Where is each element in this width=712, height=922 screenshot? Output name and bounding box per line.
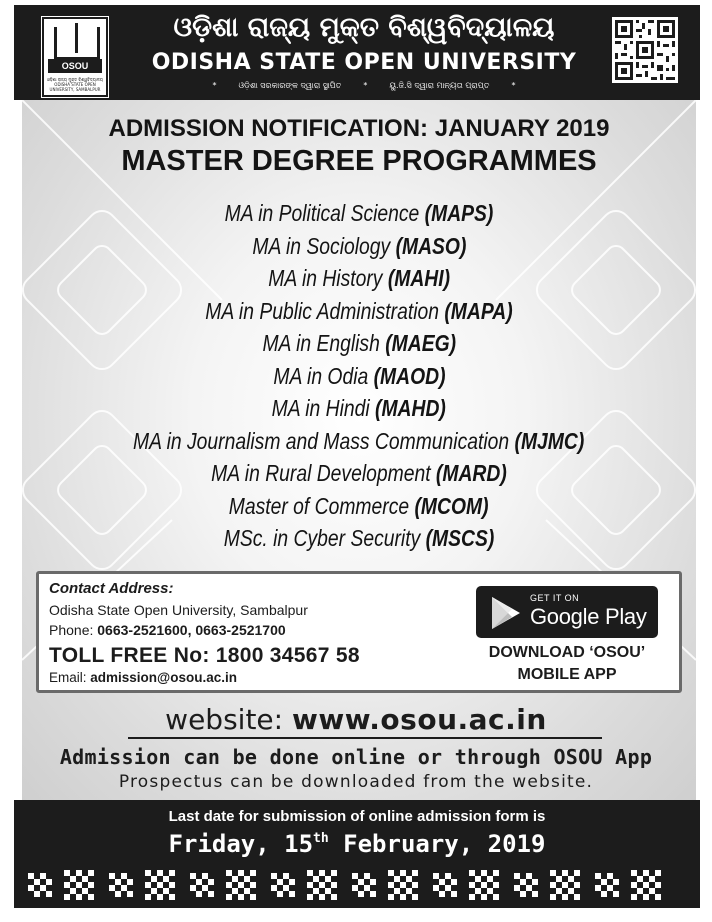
checker-square [190,885,196,891]
checker-square [595,885,601,891]
checker-square [487,888,493,894]
email-link[interactable]: admission@osou.ac.in [90,670,237,685]
checker-square [313,888,319,894]
checker-square [643,882,649,888]
website-line [0,703,712,737]
checker-square [469,882,475,888]
checker-square [82,888,88,894]
checker-square [151,888,157,894]
checker-square [643,870,649,876]
checker-square [115,879,121,885]
checker-square [475,888,481,894]
tagline-bullet: * [212,81,217,90]
checker-square [574,882,580,888]
university-header [14,5,700,100]
checker-square [202,873,208,879]
checker-square [655,894,661,900]
checker-square [70,888,76,894]
checker-square [127,891,133,897]
programme-item [22,363,696,396]
checker-square [238,870,244,876]
checker-square [655,882,661,888]
programme-name: MSc. in Cyber Security [223,525,426,551]
checker-square [319,882,325,888]
checker-square [331,882,337,888]
programme-code: (MARD) [435,460,507,486]
checker-square [289,879,295,885]
checker-square [163,888,169,894]
checker-square [601,879,607,885]
checker-square [550,870,556,876]
checker-square [157,882,163,888]
qr-code-icon[interactable] [612,17,678,83]
programme-name: MA in Journalism and Mass Communication [133,427,515,454]
checker-square [115,891,121,897]
checker-square [487,876,493,882]
checker-square [481,894,487,900]
programme-code: (MSCS) [425,525,495,551]
programme-code: (MAOD) [373,362,446,389]
checker-square [226,894,232,900]
checker-square [232,876,238,882]
programme-name: Master of Commerce [229,492,415,519]
mobile-app-text: MOBILE APP [517,666,617,683]
programme-item [22,265,696,298]
checker-square [412,894,418,900]
checker-square [493,882,499,888]
tagline-bullet: * [363,81,368,90]
checker-square [562,882,568,888]
checker-square [451,879,457,885]
checker-square [481,882,487,888]
checker-square [481,870,487,876]
checker-square [109,885,115,891]
checker-square [250,870,256,876]
checker-square [238,882,244,888]
programme-name: MA in Hindi [271,395,376,421]
checker-square [40,885,46,891]
phone-numbers[interactable]: 0663-2521600, 0663-2521700 [97,622,286,638]
checker-square [520,879,526,885]
checker-square [631,870,637,876]
programme-item [22,233,696,266]
checker-square [412,870,418,876]
toll-free-number[interactable]: TOLL FREE No: 1800 34567 58 [49,644,360,667]
checker-square [649,876,655,882]
checker-square [526,885,532,891]
google-play-label: Google Play [530,604,647,629]
checker-square [169,870,175,876]
checker-square [607,873,613,879]
checker-square [475,876,481,882]
programme-name: MA in Sociology [251,232,396,259]
programme-code: (MAHD) [375,395,447,421]
website-underline [128,737,602,739]
contact-heading: Contact Address: [49,580,174,597]
checker-square [469,870,475,876]
checker-square [145,882,151,888]
checker-square [562,894,568,900]
checker-square [226,882,232,888]
checker-square [445,873,451,879]
checker-square [613,891,619,897]
date-day: Friday, 15 [168,830,314,858]
contact-box [36,571,682,693]
university-name-english: ODISHA STATE OPEN UNIVERSITY [151,50,577,75]
checker-square [352,873,358,879]
programme-code: (MASO) [395,232,467,259]
checker-square [595,873,601,879]
programme-name: MA in Political Science [224,200,425,226]
checker-square [550,894,556,900]
website-link[interactable]: www.osou.ac.in [291,703,547,736]
date-suffix: th [313,831,329,846]
checker-square [412,882,418,888]
programme-item [22,493,696,526]
checker-square [637,888,643,894]
checker-square [637,876,643,882]
email-label: Email: [49,670,91,685]
checker-square [643,894,649,900]
checker-square [145,894,151,900]
checker-square [277,891,283,897]
contact-address: Odisha State Open University, Sambalpur [49,602,308,618]
checker-square [34,879,40,885]
checker-square [562,870,568,876]
checker-square [406,876,412,882]
checker-square [163,876,169,882]
checker-square [157,894,163,900]
checker-square [469,894,475,900]
checker-square [46,891,52,897]
checker-square [493,894,499,900]
checker-square [451,891,457,897]
checker-square [307,870,313,876]
checker-square [649,888,655,894]
checker-square [28,885,34,891]
checker-square [532,891,538,897]
checker-square [307,894,313,900]
play-store-icon [488,595,524,631]
logo-caption: ଓଡ଼ିଶା ରାଜ୍ୟ ମୁକ୍ତ ବିଶ୍ୱବିଦ୍ୟାଳୟ ODISHA STATE OPEN UNIVERSITY, SAMBALPUR [46,77,104,92]
checker-square [70,876,76,882]
programme-item [22,298,696,331]
checker-square [400,882,406,888]
last-date-value [14,830,700,858]
contact-phone [49,622,286,638]
checker-square [550,882,556,888]
checker-square [145,870,151,876]
checker-square [151,876,157,882]
programme-code: (MAHI) [387,265,450,291]
checker-square [532,879,538,885]
checker-square [325,888,331,894]
checker-square [370,879,376,885]
programme-code: (MAEG) [384,330,456,356]
checker-square [400,870,406,876]
checker-square [406,888,412,894]
last-date-label: Last date for submission of online admission form is [168,808,546,825]
checker-square [190,873,196,879]
checker-square [88,894,94,900]
website-label: website: [165,703,292,736]
tagline-ugc: ୟୁ.ଜି.ସି ଦ୍ୱାରା ମାନ୍ୟତା ପ୍ରାପ୍ତ [389,81,490,90]
checker-square [388,870,394,876]
checker-square [433,873,439,879]
checker-square [82,876,88,882]
checker-square [331,870,337,876]
checker-square [121,885,127,891]
programme-code: (MAPS) [424,200,494,226]
checker-square [445,885,451,891]
checker-square [64,894,70,900]
checker-square [394,888,400,894]
prospectus-note: Prospectus can be downloaded from the website. [118,772,594,792]
programme-item [22,428,696,461]
checker-square [250,894,256,900]
checker-square [244,888,250,894]
checker-square [40,873,46,879]
checker-square [64,870,70,876]
checker-square [574,870,580,876]
programme-name: MA in Rural Development [211,460,436,486]
checker-square [439,891,445,897]
checker-square [574,894,580,900]
checker-square [556,876,562,882]
checker-square [364,885,370,891]
checker-square [493,870,499,876]
checker-square [88,882,94,888]
checker-square [631,894,637,900]
checker-square [226,870,232,876]
logo-label: OSOU [48,59,102,73]
contact-email [49,670,237,685]
checker-square [271,885,277,891]
download-app-text: DOWNLOAD ‘OSOU’ [488,644,646,661]
checker-square [271,873,277,879]
checker-square [289,891,295,897]
checker-square [370,891,376,897]
book-emblem-icon [54,27,100,60]
checker-square [169,882,175,888]
checker-square [331,894,337,900]
checker-square [655,870,661,876]
checker-square [232,888,238,894]
programme-code: (MJMC) [514,427,585,454]
checker-square [325,876,331,882]
checker-square [169,894,175,900]
checker-square [283,885,289,891]
checker-square [400,894,406,900]
programme-item [22,460,696,493]
google-play-badge-button[interactable] [476,586,658,638]
checker-square [283,873,289,879]
checker-square [127,879,133,885]
checker-square [250,882,256,888]
tagline-bullet: * [511,81,516,90]
checker-square [76,894,82,900]
checker-square [109,873,115,879]
programme-code: (MCOM) [414,492,489,519]
checker-square [319,870,325,876]
checker-square [364,873,370,879]
checker-square [202,885,208,891]
notice-banner [22,100,696,800]
checker-square [76,870,82,876]
checker-square [520,891,526,897]
checker-square [208,879,214,885]
checker-square [319,894,325,900]
checker-square [307,882,313,888]
checker-square [601,891,607,897]
checker-square [46,879,52,885]
programme-name: MA in Odia [272,362,374,389]
checker-square [607,885,613,891]
university-name-odia: ଓଡ଼ିଶା ରାଜ୍ୟ ମୁକ୍ତ ବିଶ୍ୱବିଦ୍ୟାଳୟ [173,12,555,43]
checker-square [76,882,82,888]
checker-square [28,873,34,879]
programme-item [22,525,696,558]
university-logo [42,17,108,97]
checker-square [88,870,94,876]
checker-square [388,894,394,900]
checker-square [64,882,70,888]
checker-square [121,873,127,879]
programme-list [22,200,696,558]
checker-square [352,885,358,891]
checker-square [613,879,619,885]
get-it-on-label: GET IT ON [530,593,580,603]
checker-square [196,891,202,897]
programme-name: MA in History [268,265,388,291]
checker-square [34,891,40,897]
admission-note: Admission can be done online or through OSOU App [59,745,653,769]
notification-title: ADMISSION NOTIFICATION: JANUARY 2019 [108,115,610,142]
checker-square [433,885,439,891]
checker-square [244,876,250,882]
programme-item [22,330,696,363]
checker-square [556,888,562,894]
programme-category-title: MASTER DEGREE PROGRAMMES [121,145,597,177]
deadline-footer [14,800,700,908]
university-tagline [114,80,614,92]
checker-square [568,888,574,894]
checker-square [157,870,163,876]
checker-square [394,876,400,882]
checker-square [238,894,244,900]
programme-name: MA in Public Administration [205,297,445,324]
programme-item [22,395,696,428]
checkered-border-pattern [22,868,692,902]
programme-item [22,200,696,233]
checker-square [514,885,520,891]
checker-square [526,873,532,879]
checker-square [388,882,394,888]
checker-square [358,879,364,885]
checker-square [208,891,214,897]
programme-code: (MAPA) [444,297,513,324]
programme-name: MA in English [262,330,385,356]
checker-square [568,876,574,882]
checker-square [358,891,364,897]
tagline-established: ଓଡ଼ିଶା ସରକାରଙ୍କ ଦ୍ୱାରା ସ୍ଥାପିତ [238,81,342,90]
checker-square [196,879,202,885]
checker-square [439,879,445,885]
checker-square [631,882,637,888]
checker-square [277,879,283,885]
checker-square [514,873,520,879]
phone-label: Phone: [49,622,98,638]
checker-square [313,876,319,882]
date-rest: February, 2019 [328,830,546,858]
